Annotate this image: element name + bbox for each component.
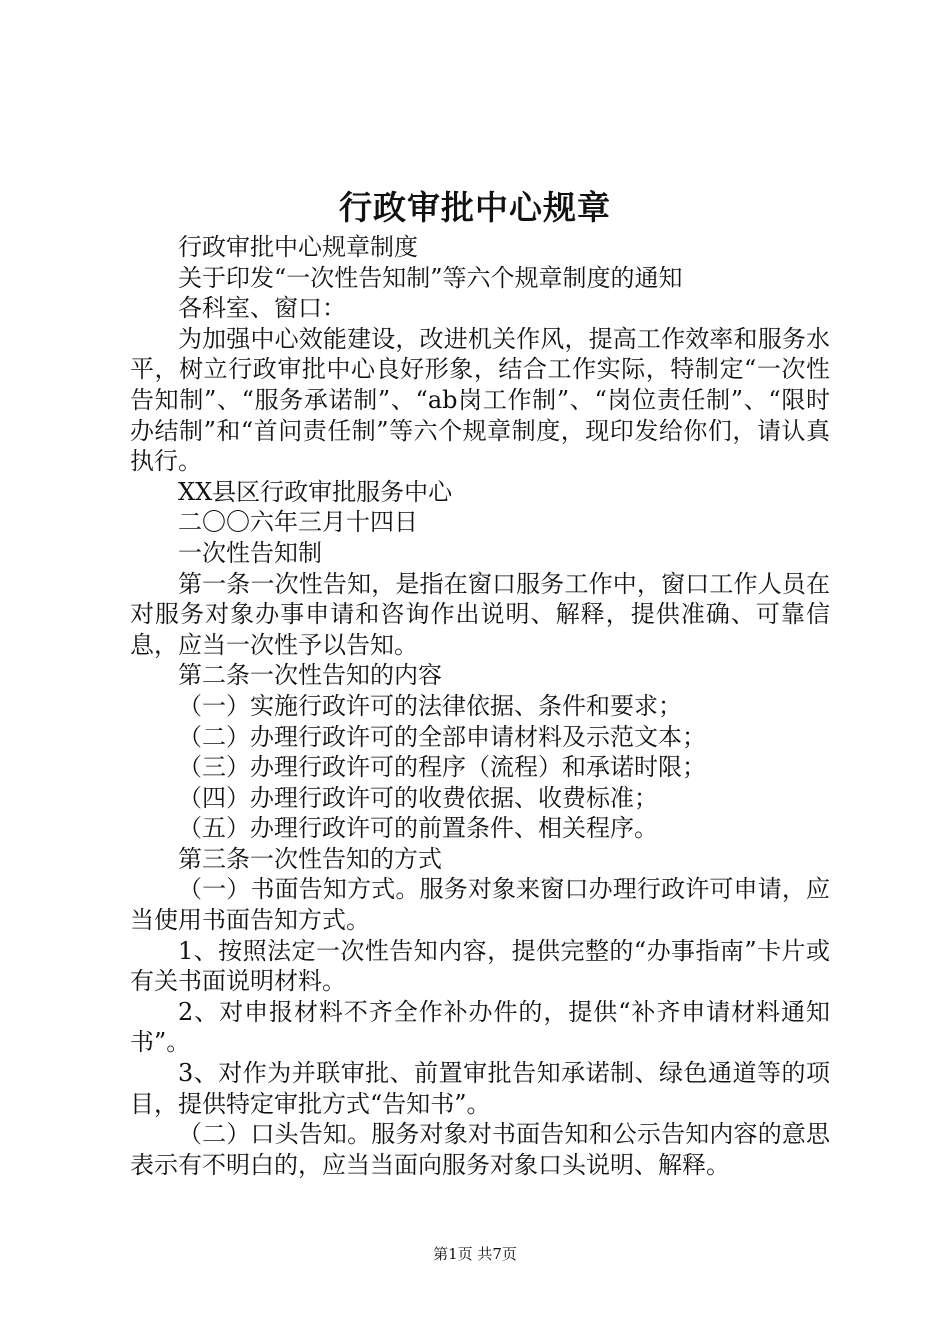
- paragraph: 第一条一次性告知，是指在窗口服务工作中，窗口工作人员在对服务对象办事申请和咨询作出说明、解释，提供准确、可靠信息，应当一次性予以告知。: [130, 569, 830, 659]
- paragraph: 3、对作为并联审批、前置审批告知承诺制、绿色通道等的项目，提供特定审批方式“告知书”。: [130, 1059, 830, 1118]
- paragraph: 2、对申报材料不齐全作补办件的，提供“补齐申请材料通知书”。: [130, 997, 830, 1057]
- paragraph: （一）实施行政许可的法律依据、条件和要求；: [178, 691, 682, 720]
- paragraph: 1、按照法定一次性告知内容，提供完整的“办事指南”卡片或有关书面说明材料。: [130, 936, 830, 996]
- paragraph: （一）书面告知方式。服务对象来窗口办理行政许可申请，应当使用书面告知方式。: [130, 875, 830, 935]
- paragraph: XX县区行政审批服务中心: [178, 477, 453, 506]
- document-title: 行政审批中心规章: [339, 188, 611, 227]
- page-number-footer: 第1页 共7页: [433, 1245, 517, 1263]
- paragraph: 第二条一次性告知的内容: [178, 661, 442, 690]
- paragraph: （四）办理行政许可的收费依据、收费标准；: [178, 783, 658, 812]
- paragraph: （二）办理行政许可的全部申请材料及示范文本；: [178, 722, 706, 751]
- paragraph: 第三条一次性告知的方式: [178, 844, 442, 873]
- paragraph: 为加强中心效能建设，改进机关作风，提高工作效率和服务水平，树立行政审批中心良好形象，结合工作实际，特制定“一次性告知制”、“服务承诺制”、“ab岗工作制”、“岗位责任制”、“限时办结制”和“首问责任制”等六个规章制度，现印发给你们，请认真执行。: [130, 324, 830, 476]
- paragraph: 行政审批中心规章制度: [178, 233, 418, 261]
- paragraph: 一次性告知制: [178, 538, 322, 567]
- paragraph: （五）办理行政许可的前置条件、相关程序。: [178, 814, 658, 843]
- paragraph: 二〇〇六年三月十四日: [178, 508, 418, 537]
- paragraph: （二）口头告知。服务对象对书面告知和公示告知内容的意思表示有不明白的，应当当面向服务对象口头说明、解释。: [130, 1120, 830, 1179]
- paragraph: 关于印发“一次性告知制”等六个规章制度的通知: [178, 263, 683, 292]
- paragraph: （三）办理行政许可的程序（流程）和承诺时限；: [178, 753, 706, 782]
- paragraph: 各科室、窗口：: [178, 294, 346, 323]
- document-body: [130, 232, 830, 1180]
